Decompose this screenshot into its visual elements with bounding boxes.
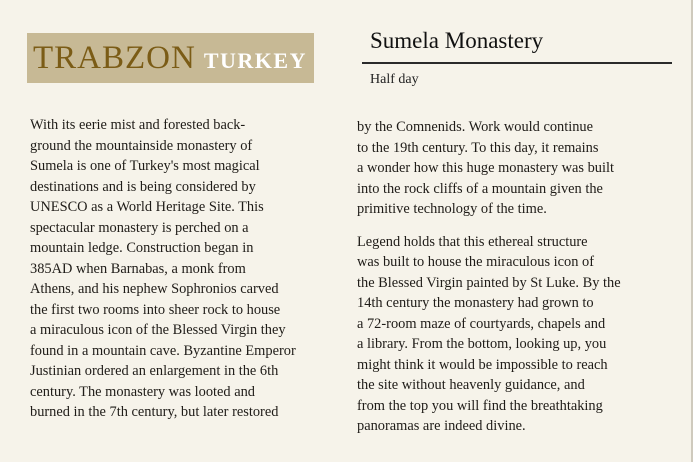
- text-column-right: [357, 117, 667, 437]
- text-line: 385AD when Barnabas, a monk from: [30, 260, 246, 277]
- paragraph-2: [357, 232, 667, 437]
- banner-country: TURKEY: [203, 48, 307, 73]
- text-line: Athens, and his nephew Sophronios carved: [30, 281, 279, 297]
- text-line: burned in the 7th century, but later restored: [30, 404, 279, 420]
- text-line: might think it would be impossible to reach: [357, 356, 608, 373]
- text-line: destinations and is being considered by: [30, 178, 256, 195]
- text-line: Legend holds that this ethereal structure: [357, 233, 588, 250]
- text-line: by the Comnenids. Work would continue: [357, 119, 593, 135]
- text-line: into the rock cliffs of a mountain given the: [357, 180, 603, 197]
- destination-banner: [27, 33, 314, 83]
- text-line: a 72-room maze of courtyards, chapels and: [357, 315, 606, 332]
- text-line: ground the mountainside monastery of: [30, 137, 253, 154]
- text-line: Justinian ordered an enlargement in the 6th: [30, 363, 279, 379]
- text-line: UNESCO as a World Heritage Site. This: [30, 199, 264, 215]
- text-line: a wonder how this huge monastery was built: [357, 160, 614, 176]
- text-line: Sumela is one of Turkey's most magical: [30, 158, 260, 174]
- title-divider: [362, 62, 672, 64]
- text-line: With its eerie mist and forested back-: [30, 117, 246, 133]
- text-line: century. The monastery was looted and: [30, 383, 255, 400]
- paragraph-1: [357, 117, 667, 220]
- text-line: the site without heavenly guidance, and: [357, 377, 585, 393]
- text-column-left: [30, 115, 330, 423]
- text-line: to the 19th century. To this day, it remains: [357, 139, 599, 156]
- text-line: primitive technology of the time.: [357, 201, 547, 217]
- text-line: a library. From the bottom, looking up, you: [357, 336, 607, 352]
- banner-city: TRABZON: [33, 39, 196, 76]
- text-line: spectacular monastery is perched on a: [30, 219, 249, 236]
- text-line: panoramas are indeed divine.: [357, 418, 526, 434]
- text-line: a miraculous icon of the Blessed Virgin they: [30, 322, 286, 338]
- text-line: the Blessed Virgin painted by St Luke. By the: [357, 274, 621, 291]
- text-line: mountain ledge. Construction began in: [30, 240, 254, 256]
- text-line: found in a mountain cave. Byzantine Emperor: [30, 342, 296, 359]
- text-line: was built to house the miraculous icon of: [357, 254, 595, 270]
- text-line: 14th century the monastery had grown to: [357, 295, 594, 311]
- paragraph-gap: [357, 220, 667, 232]
- text-line: from the top you will find the breathtaking: [357, 397, 603, 414]
- text-line: the first two rooms into sheer rock to house: [30, 301, 281, 318]
- page-title: Sumela Monastery: [370, 28, 544, 53]
- page-subtitle: Half day: [370, 72, 419, 87]
